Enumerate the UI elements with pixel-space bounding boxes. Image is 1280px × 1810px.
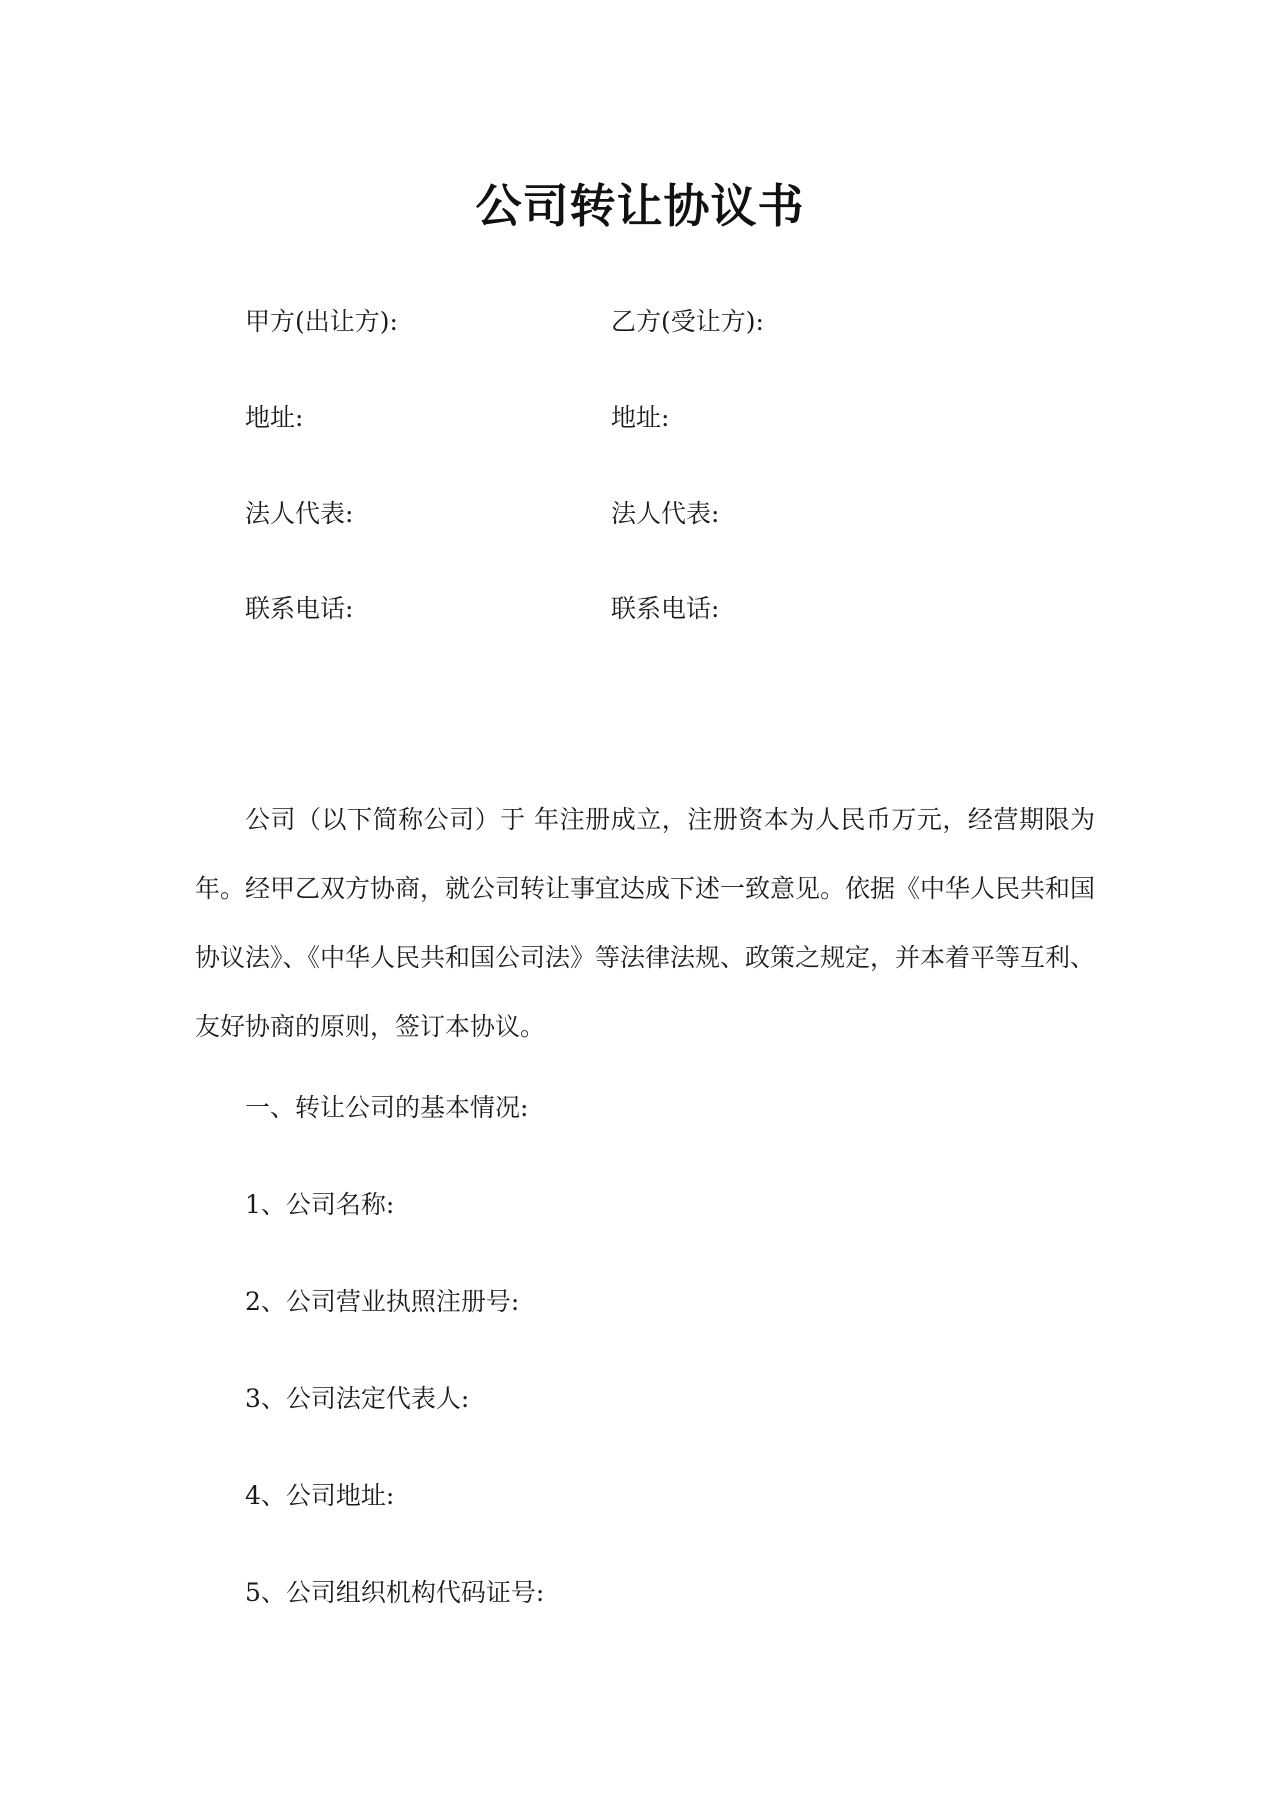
party-a-legal-rep-label: 法人代表: <box>245 499 354 528</box>
party-a-address-label: 地址: <box>245 403 304 432</box>
party-row-2 <box>0 398 1280 438</box>
list-item-registration-number: 2、公司营业执照注册号: <box>245 1287 520 1316</box>
party-b-phone-label: 联系电话: <box>611 594 720 623</box>
section-heading: 一、转让公司的基本情况: <box>245 1093 529 1122</box>
list-item-organization-code: 5、公司组织机构代码证号: <box>245 1578 545 1607</box>
party-a-label: 甲方(出让方): <box>245 307 398 336</box>
party-b-legal-rep-label: 法人代表: <box>611 499 720 528</box>
list-item-company-address: 4、公司地址: <box>245 1481 395 1510</box>
party-row-1 <box>0 302 1280 342</box>
page-title: 公司转让协议书 <box>475 179 805 233</box>
party-b-label: 乙方(受让方): <box>611 307 764 336</box>
list-item-legal-representative: 3、公司法定代表人: <box>245 1384 470 1413</box>
party-row-4 <box>0 589 1280 629</box>
party-a-phone-label: 联系电话: <box>245 594 354 623</box>
intro-paragraph: 公司（以下简称公司）于 年注册成立，注册资本为人民币万元，经营期限为 年。经甲乙双方协商，就公司转让事宜达成下述一致意见。依据《中华人民共和国协议法》、《中华人民共和国公司法》等法律法规、政策之规定，并本着平等互利、友好协商的原则，签订本协议。 <box>195 805 1096 1041</box>
list-item-company-name: 1、公司名称: <box>245 1190 395 1219</box>
party-b-address-label: 地址: <box>611 403 670 432</box>
party-row-3 <box>0 494 1280 534</box>
